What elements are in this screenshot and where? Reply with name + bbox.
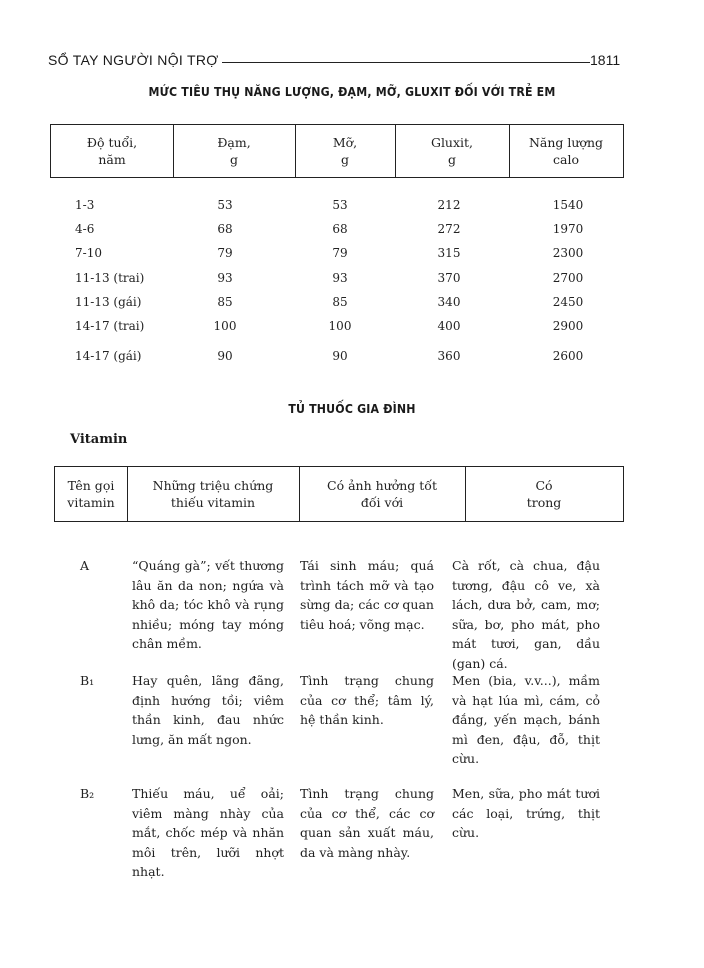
vitamin-table-header (54, 466, 624, 522)
col-header-age: Độ tuổi, năm (86, 135, 138, 167)
page-number: 1811 (590, 52, 621, 68)
vitamin-subheading: Vitamin (70, 432, 128, 447)
vitamin-name: B₁ (80, 673, 95, 688)
table-row: 14-17 (trai) 100 100 400 2900 (75, 319, 584, 333)
vitamin-name: B₂ (80, 786, 95, 801)
col-header-vitamin-name: Tên gọi vitamin (67, 478, 115, 510)
col-header-protein: Đạm, g (217, 135, 251, 167)
table-row: 4-6 68 68 272 1970 (75, 222, 584, 236)
col-header-energy: Năng lượng calo (528, 135, 604, 167)
header-rule (222, 62, 590, 63)
vitamin-benefits: Tái sinh máu; quá trình tách mỡ và tạo sừng da; các cơ quan tiêu hoá; võng mạc. (300, 558, 434, 632)
table-row: 7-10 79 79 315 2300 (75, 246, 584, 260)
vitamin-name: A (80, 558, 90, 573)
col-header-sources: Có trong (526, 478, 562, 510)
energy-table-title: MỨC TIÊU THỤ NĂNG LƯỢNG, ĐẠM, MỠ, GLUXIT ĐỐI VỚI TRẺ EM (148, 84, 556, 99)
vitamin-symptoms: Hay quên, lãng đãng, định hướng tồi; viêm thần kinh, đau nhức lưng, ăn mất ngon. (132, 673, 284, 747)
col-header-symptoms: Những triệu chứng thiếu vitamin (152, 478, 274, 510)
vitamin-sources: Men, sữa, pho mát tươi các loại, trứng, thịt cừu. (452, 786, 600, 840)
vitamin-benefits: Tình trạng chung của cơ thể; tâm lý, hệ thần kinh. (300, 673, 434, 727)
table-row: 14-17 (gái) 90 90 360 2600 (75, 349, 584, 363)
vitamin-benefits: Tình trạng chung của cơ thể, các cơ quan sản xuất máu, da và màng nhày. (300, 786, 434, 860)
vitamin-symptoms: “Quáng gà”; vết thương lâu ăn da non; ngứa và khô da; tóc khô và rụng nhiều; móng tay móng chân mềm. (132, 558, 284, 651)
vitamin-sources: Cà rốt, cà chua, đậu tương, đậu cô ve, xà lách, dưa bở, cam, mơ; sữa, bơ, pho mát, pho mát tươi, gan, dầu (gan) cá. (452, 558, 600, 671)
table-row: 1-3 53 53 212 1540 (75, 198, 584, 212)
vitamin-symptoms: Thiếu máu, uể oải; viêm màng nhày của mắt, chốc mép và nhăn môi trên, lưỡi nhợt nhạt. (132, 786, 284, 879)
table-row: 11-13 (gái) 85 85 340 2450 (75, 295, 584, 309)
energy-table-header (50, 124, 624, 178)
vitamin-sources: Men (bia, v.v...), mầm và hạt lúa mì, cám, cỏ đắng, yến mạch, bánh mì đen, đậu, đỗ, thịt cừu. (452, 673, 600, 766)
table-row: 11-13 (trai) 93 93 370 2700 (75, 271, 584, 285)
col-header-carbs: Gluxit, g (430, 135, 474, 167)
col-header-benefits: Có ảnh hưởng tốt đối với (327, 478, 437, 510)
medicine-section-title: TỦ THUỐC GIA ĐÌNH (288, 401, 416, 416)
running-header-title: SỔ TAY NGƯỜI NỘI TRỢ (48, 52, 219, 68)
col-header-fat: Mỡ, g (332, 135, 358, 167)
